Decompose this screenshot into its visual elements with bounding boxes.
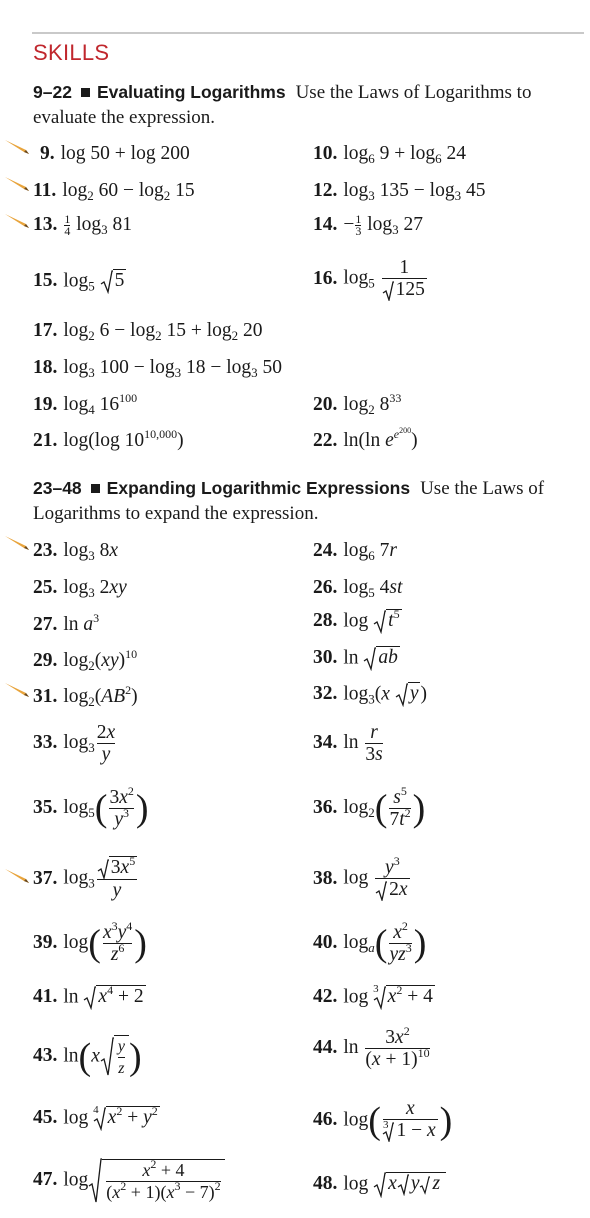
exercise-47: 47. log $\frac{x^2 + 4}{(x^2 + 1)(x^3 - 7)^2}$	[33, 1158, 225, 1204]
exercise-33: 33. $\log_3$ $\frac{2x}{y}$	[33, 722, 116, 765]
exercise-13: 13. $\frac{1}{4}$ $\log_3 81$	[33, 212, 133, 239]
exercise-14: 14. − $\frac{1}{3}$ $\log_3 27$	[313, 212, 424, 239]
exercise-34: 34. ln $\frac{r}{3s}$	[313, 722, 383, 765]
exercise-16: 16. $\log_5$ $\frac{1}{125}$	[313, 257, 425, 300]
exercise-29: 29. $\log_2(xy)^{10}$	[33, 647, 138, 673]
exercise-40: 40. $\log_a$( $\frac{x^2}{yz^3}$ )	[313, 919, 427, 965]
exercise-23: 23. $\log_3 8x$	[33, 540, 119, 563]
square-bullet-icon	[81, 88, 90, 97]
exercise-39: 39. log( $\frac{x^3y^4}{z^6}$ )	[33, 919, 147, 965]
exercise-48: 48. log x y z	[313, 1172, 446, 1198]
exercise-32: 32. $\log_3(x$ y )	[313, 683, 427, 707]
exercise-36: 36. $\log_2$( $\frac{s^5}{7t^2}$ )	[313, 784, 426, 830]
exercise-28: 28. $\log t^5$	[313, 607, 400, 632]
exercise-10: 10. $\log_6 9 + \log_6 24$	[313, 143, 466, 166]
exercise-45: 45. log $^4$ $x^2 + y^2$	[33, 1104, 158, 1129]
group-description: Use the Laws of Logarithms to expand the expression.	[33, 478, 545, 524]
exercise-22: 22. ln(ln $e^{e^{200}}$)	[313, 426, 418, 451]
section-title: SKILLS	[33, 40, 110, 65]
exercise-44: 44. ln $\frac{3x^2}{(x + 1)^{10}}$	[313, 1024, 430, 1070]
exercise-24: 24. $\log_6 7r$	[313, 540, 398, 563]
group-description: Use the Laws of Logarithms to evaluate the expression.	[33, 82, 532, 128]
group-heading-evaluating	[33, 80, 578, 130]
exercise-30: 30. ln ab	[313, 647, 398, 669]
group-range: 23–48	[33, 478, 82, 498]
exercise-41: 41. $\ln x^4 + 2$	[33, 983, 144, 1008]
group-title: Expanding Logarithmic Expressions	[106, 478, 411, 498]
exercise-43: 43. ln(x $\frac{y}{z}$ )	[33, 1036, 142, 1078]
exercise-26: 26. $\log_5 4st$	[313, 577, 403, 600]
exercise-27: 27. $\ln a^3$	[33, 611, 100, 635]
exercise-38: 38. log $\frac{y^3}{2x}$	[313, 854, 408, 900]
pencil-icon	[2, 533, 32, 551]
pencil-icon	[2, 866, 32, 884]
group-heading-expanding	[33, 476, 578, 526]
exercise-37: 37. $\log_3$ $\frac{3x^5}{y}$	[33, 854, 136, 902]
group-range: 9–22	[33, 82, 72, 102]
exercise-20: 20. $\log_2 8^{33}$	[313, 391, 402, 417]
exercise-15: 15. $\log_5 5$	[33, 270, 125, 294]
exercise-12: 12. $\log_3 135 - \log_3 45$	[313, 180, 486, 203]
exercise-17: 17. $\log_2 6 - \log_2 15 + \log_2 20$	[33, 320, 263, 343]
exercise-18: 18. $\log_3 100 - \log_3 18 - \log_3 50$	[33, 357, 283, 380]
pencil-icon	[2, 211, 32, 229]
pencil-icon	[2, 680, 32, 698]
exercise-35: 35. $\log_5$( $\frac{3x^2}{y^3}$ )	[33, 784, 149, 830]
exercise-11: 11. $\log_2 60 - \log_2 15$	[33, 180, 195, 203]
pencil-icon	[2, 137, 32, 155]
top-rule	[32, 32, 584, 34]
exercise-25: 25. $\log_3 2xy$	[33, 577, 127, 600]
exercise-42: 42. log $^3$ $x^2 + 4$	[313, 983, 433, 1008]
exercise-31: 31. $\log_2(AB^2)$	[33, 683, 138, 709]
group-title: Evaluating Logarithms	[96, 82, 286, 102]
exercise-19: 19. $\log_4 16^{100}$	[33, 391, 138, 417]
exercise-9: 9. log 50 + log 200	[40, 143, 190, 164]
pencil-icon	[2, 174, 32, 192]
square-bullet-icon	[91, 484, 100, 493]
exercise-46: 46. log( $\frac{x}{^3 1 - x}$ )	[313, 1098, 453, 1142]
exercise-21: 21. log(log 10$^{10,000}$)	[33, 427, 184, 451]
